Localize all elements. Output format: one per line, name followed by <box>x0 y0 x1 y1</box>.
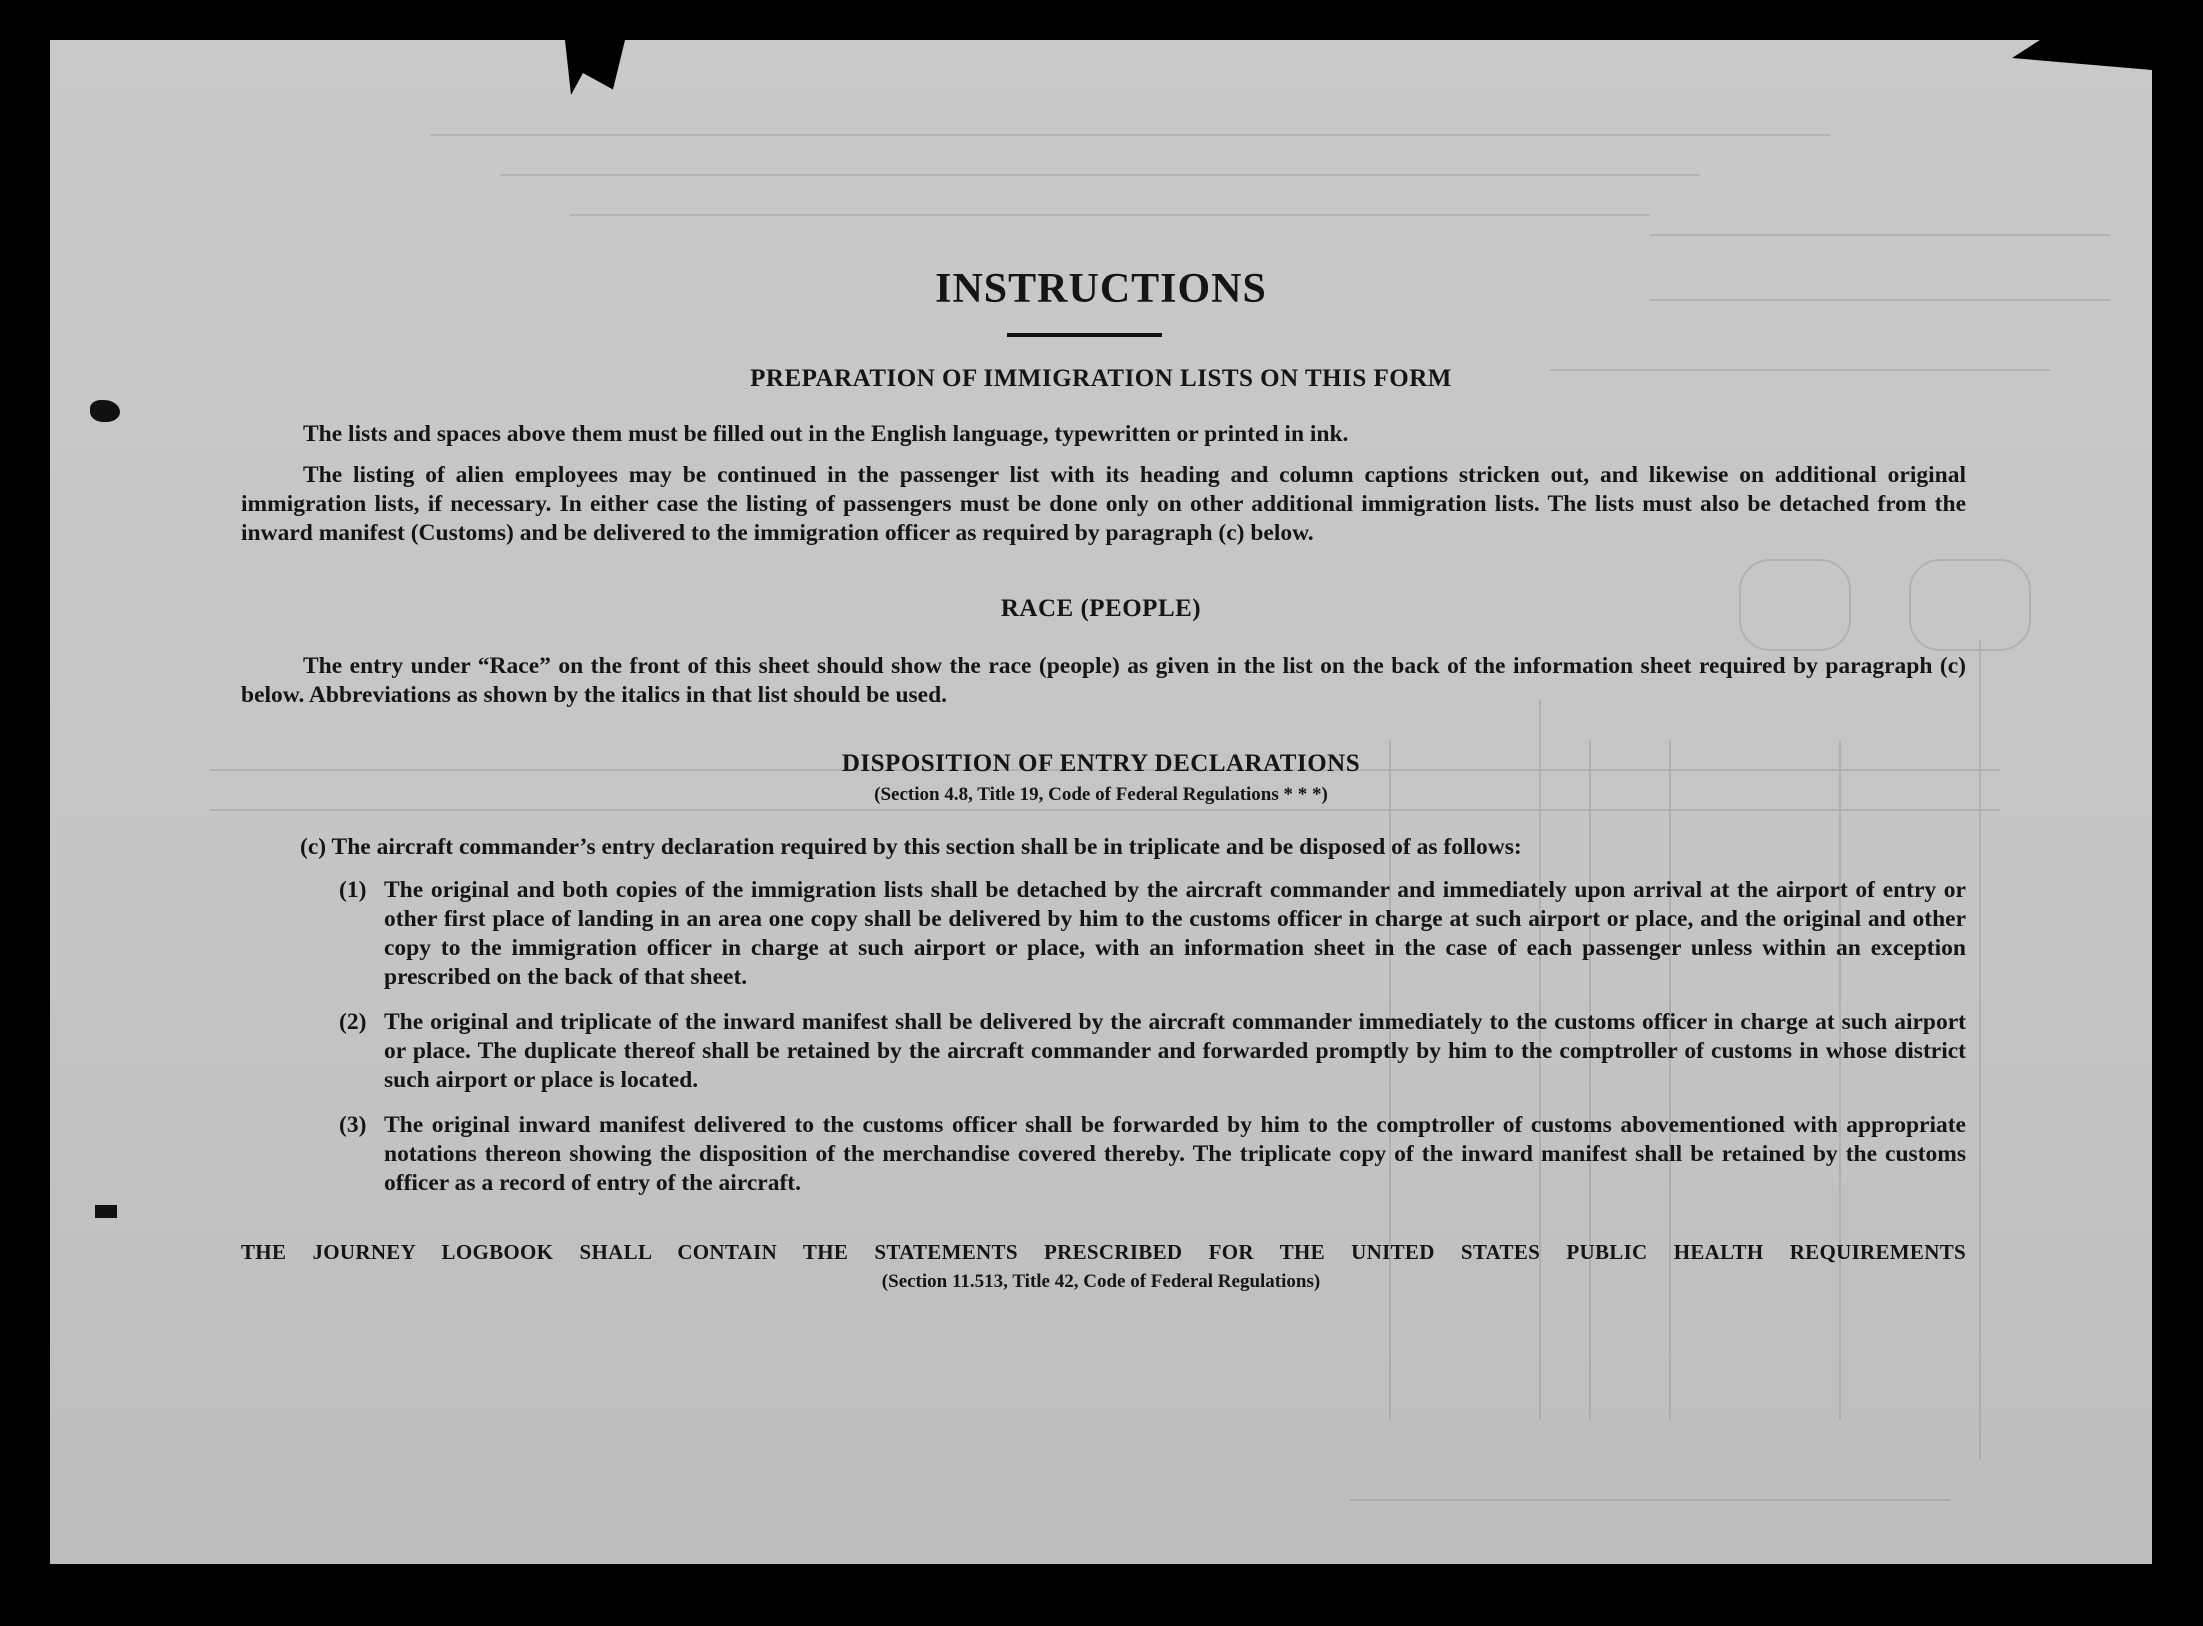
item-number: (2) <box>339 1009 367 1035</box>
footer-health-requirements: THE JOURNEY LOGBOOK SHALL CONTAIN THE STATEMENTS PRESCRIBED FOR THE UNITED STATES PUBLIC HEALTH REQUIREMENTS <box>241 1240 1966 1264</box>
item-text: The original inward manifest delivered to the customs officer shall be forwarded by him to the comptroller of customs abovementioned with appropriate notations thereon showing the disposition of the merchandise covered thereby. The triplicate copy of the inward manifest shall be retained by the customs officer as a record of entry of the aircraft. <box>384 1112 1966 1196</box>
paragraph-lists-language: The lists and spaces above them must be filled out in the English language, typewritten or printed in ink. <box>303 421 1349 447</box>
document-page <box>50 40 2152 1564</box>
footer-regulation-citation: (Section 11.513, Title 42, Code of Federal Regulations) <box>881 1271 1321 1292</box>
page-title: INSTRUCTIONS <box>935 266 1267 312</box>
item-text: The original and both copies of the immigration lists shall be detached by the aircraft commander and immediately upon arrival at the airport of entry or other first place of landing in an area one copy shall be delivered by him to the customs officer in charge at such airport or place, and the original and other copy to the immigration officer in charge at such airport or place, with an information sheet in the case of each passenger unless within an exception prescribed on the back of that sheet. <box>384 877 1966 990</box>
section-heading-preparation: PREPARATION OF IMMIGRATION LISTS ON THIS FORM <box>750 365 1452 392</box>
title-underline <box>1007 333 1162 337</box>
item-text: The original and triplicate of the inward manifest shall be delivered by the aircraft commander immediately to the customs officer in charge at such airport or place. The duplicate thereof shall be retained by the aircraft commander and forwarded promptly by him to the comptroller of customs in whose district such airport or place is located. <box>384 1009 1966 1093</box>
list-item <box>339 1111 1966 1198</box>
list-item <box>339 876 1966 992</box>
section-subheading-regulation: (Section 4.8, Title 19, Code of Federal Regulations * * *) <box>874 784 1328 805</box>
paragraph-alien-employees: The listing of alien employees may be continued in the passenger list with its heading and column captions stricken out, and likewise on additional original immigration lists, if necessary. In either case the listing of passengers must be done only on other additional immigration lists. The lists must also be detached from the inward manifest (Customs) and be delivered to the immigration officer as required by paragraph (c) below. <box>241 462 1966 546</box>
list-item <box>339 1008 1966 1095</box>
section-heading-disposition: DISPOSITION OF ENTRY DECLARATIONS <box>841 750 1361 777</box>
paragraph-race: The entry under “Race” on the front of this sheet should show the race (people) as given in the list on the back of the information sheet required by paragraph (c) below. Abbreviations as shown by the italics in that list should be used. <box>241 653 1966 708</box>
item-number: (3) <box>339 1112 367 1138</box>
section-heading-race: RACE (PEOPLE) <box>1000 595 1202 622</box>
instructions-content <box>50 40 2152 1564</box>
clause-c: (c) The aircraft commander’s entry declaration required by this section shall be in triplicate and be disposed of as follows: <box>300 834 1522 860</box>
item-number: (1) <box>339 877 367 903</box>
